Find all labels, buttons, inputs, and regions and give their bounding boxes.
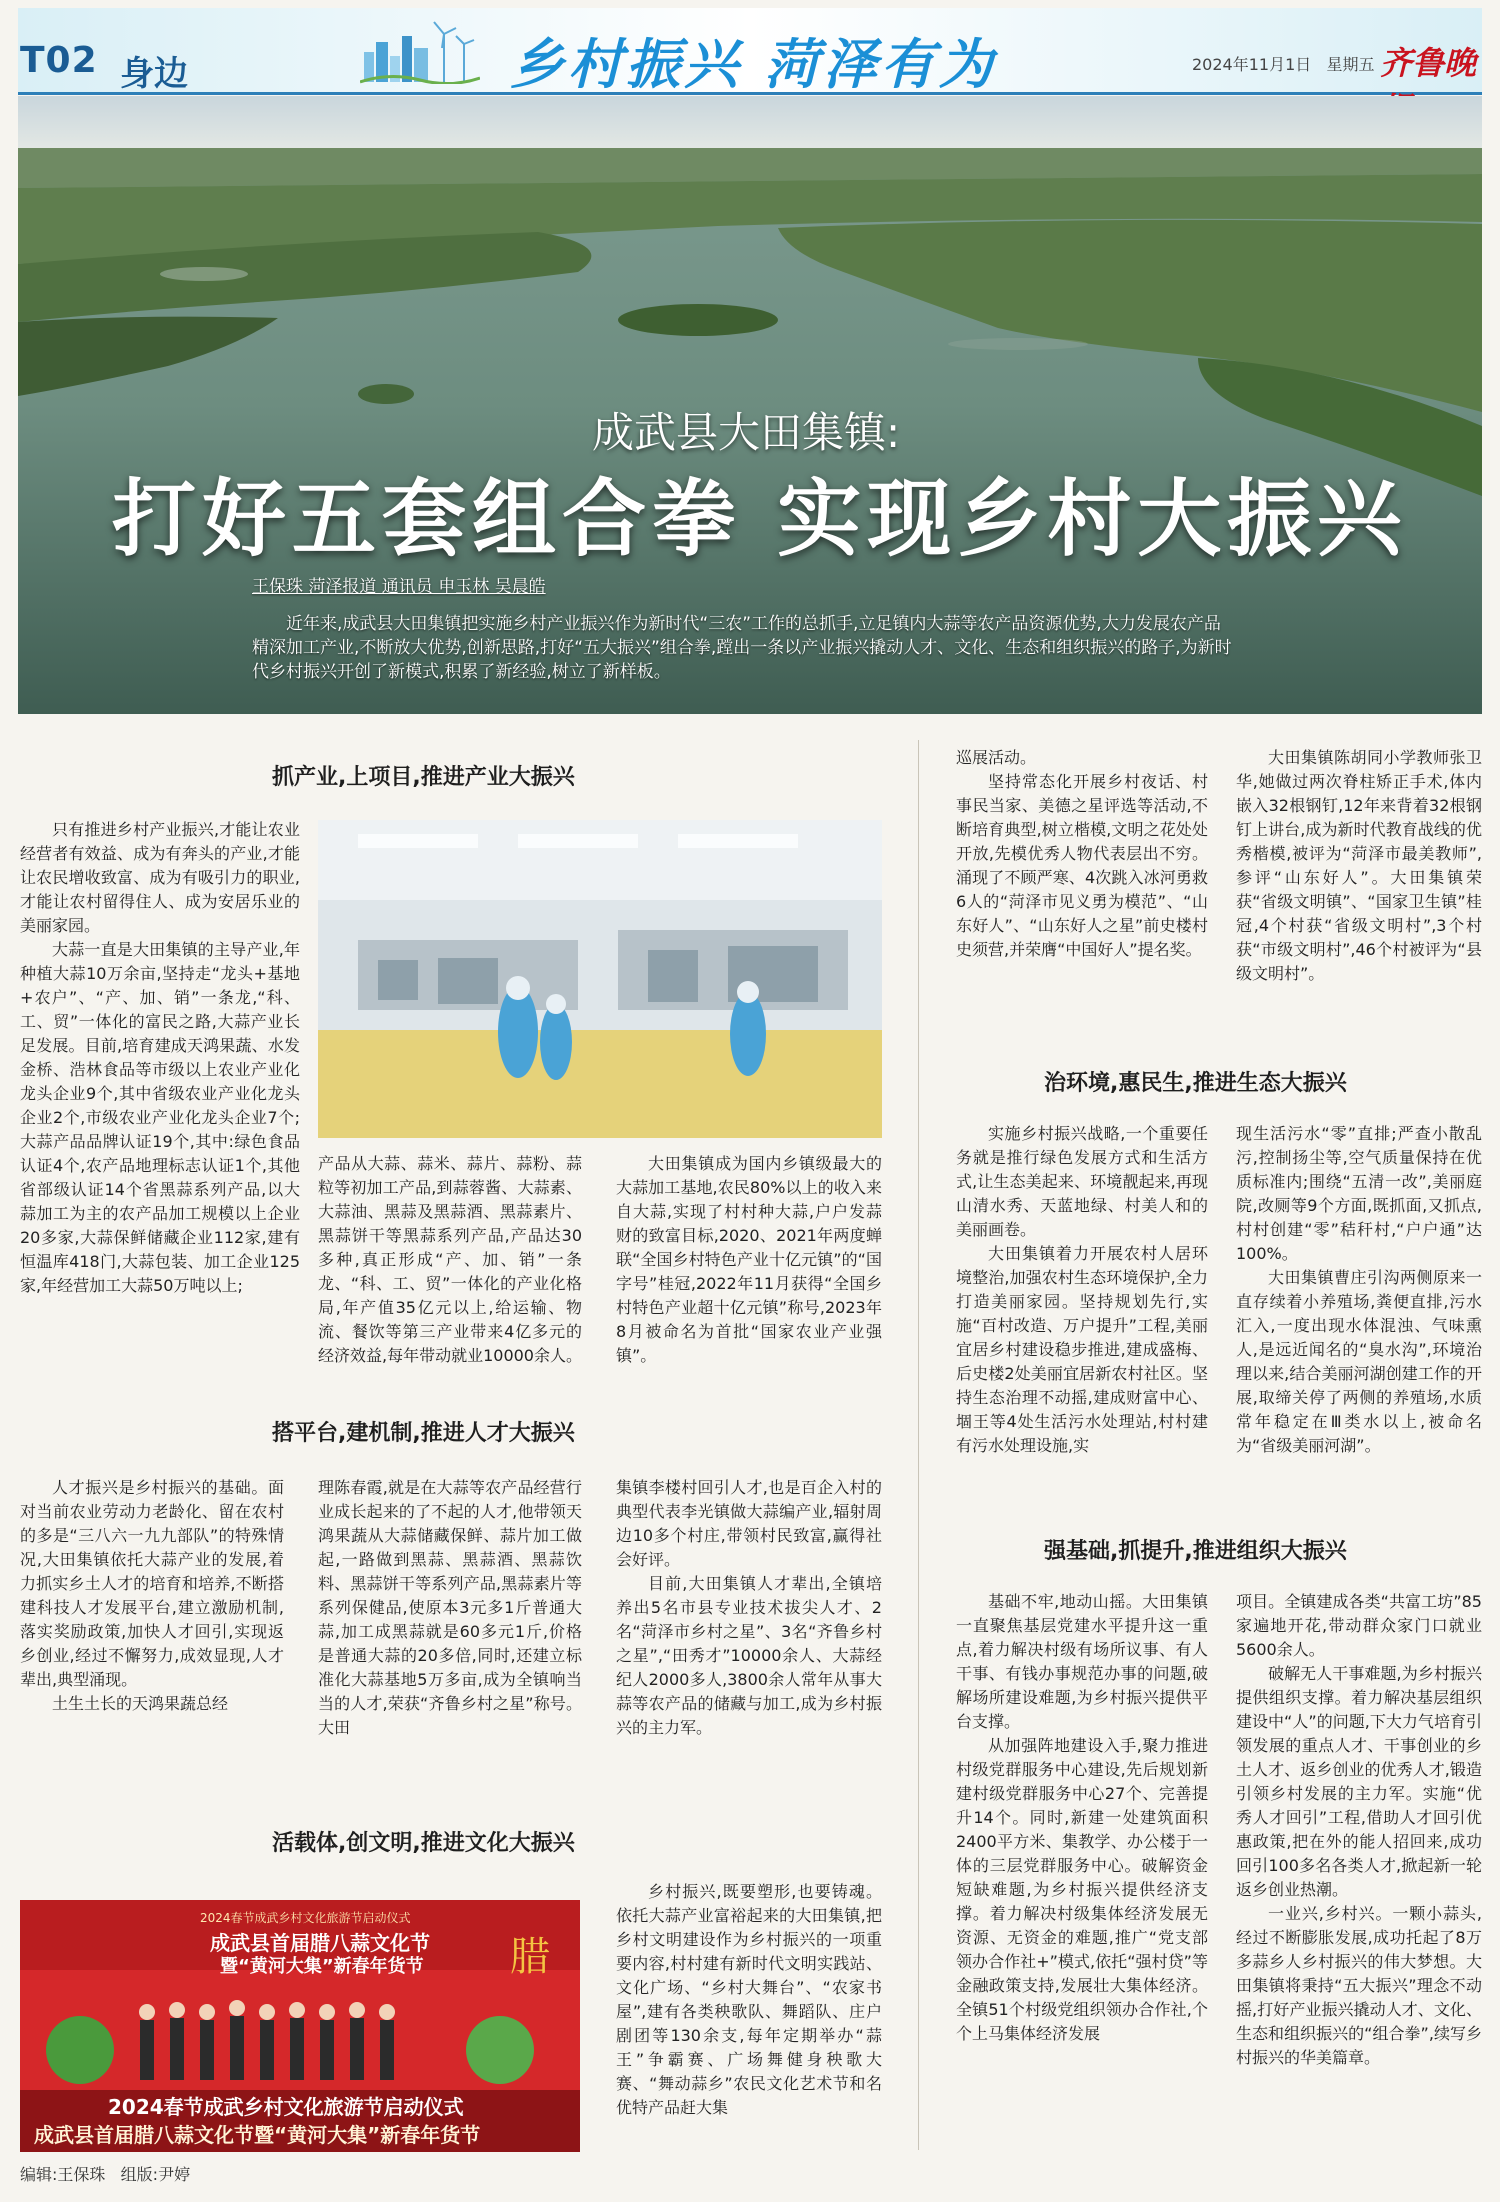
column-industry-2: 产品从大蒜、蒜米、蒜片、蒜粉、蒜粒等初加工产品,到蒜蓉酱、大蒜素、大蒜油、黑蒜及黑蒜酒、黑蒜素片、黑蒜饼干等黑蒜系列产品,产品达30多种,真正形成“产、加、销”一条龙、“科、工、贸”一体化的产业化格局,年产值35亿元以上,给运输、物流、餐饮等第三产业带来4亿多元的经济效益,每年带动就业10000余人。 (318, 1154, 582, 1365)
section-heading-ecology: 治环境,惠民生,推进生态大振兴 (1044, 1071, 1347, 1096)
column-organization-2: 项目。全镇建成各类“共富工坊”85家遍地开花,带动群众家门口就业5600余人。 破解无人干事难题,为乡村振兴提供组织支撑。着力解决基层组织建设中“人”的问题,下大力气培育引领发展的重点人才、干事创业的乡土人才、返乡创业的优秀人才,锻造引领乡村发展的主力军。实施“优秀人才回引”工程,借助人才回引优惠政策,把在外的能人招回来,成功回引100多名各类人才,掀起新一轮返乡创业热潮。 一业兴,乡村兴。一颗小蒜头,经过不断膨胀发展,成功托起了8万多蒜乡人乡村振兴的伟大梦想。大田集镇将秉持“五大振兴”理念不动摇,打好产业振兴撬动人才、文化、生态和组织振兴的“组合拳”,续写乡村振兴的华美篇章。 (1236, 1592, 1482, 2067)
newspaper-logo: 齐鲁晚 (1380, 44, 1477, 82)
factory-photo (318, 820, 882, 1138)
column-organization-1: 基础不牢,地动山摇。大田集镇一直聚焦基层党建水平提升这一重点,着力解决村级有场所议事、有人干事、有钱办事规范办事的问题,破解场所建设难题,为乡村振兴提供平台支撑。 从加强阵地建设入手,聚力推进村级党群服务中心建设,先后规划新建村级党群服务中心27个、完善提升14个。同时,新建一处建筑面积2400平方米、集教学、办公楼于一体的三层党群服务中心。破解资金短缺难题,为乡村振兴提供经济支撑。着力解决村级集体经济发展无资源、无资金的难题,推广“党支部领办合作社+”模式,依托“强村贷”等金融政策支持,发展壮大集体经济。全镇51个村级党组织领办合作社,个个上马集体经济发展 (956, 1592, 1208, 2043)
column-culture-3: 大田集镇陈胡同小学教师张卫华,她做过两次脊柱矫正手术,体内嵌入32根钢钉,12年来背着32根钢钉上讲台,成为新时代教育战线的优秀楷模,被评为“菏泽市最美教师”,参评“山东好人”。大田集镇荣获“省级文明镇”、“国家卫生镇”桂冠,4个村获“省级文明村”,3个村获“市级文明村”,46个村被评为“县级文明村”。 (1236, 748, 1482, 983)
city-skyline-icon (360, 14, 480, 84)
festival-banner-main1: 成武县首届腊八蒜文化节 (210, 1931, 430, 1955)
column-ecology-2: 现生活污水“零”直排;严查小散乱污,控制扬尘等,空气质量保持在优质标准内;围绕“五清一改”,美丽庭院,改厕等9个方面,既抓面,又抓点,村村创建“零”秸秆村,“户户通”达100%。 大田集镇曹庄引沟两侧原来一直存续着小养殖场,粪便直排,污水汇入,一度出现水体混浊、气味熏人,是远近闻名的“臭水沟”,环境治理以来,结合美丽河湖创建工作的开展,取缔关停了两侧的养殖场,水质常年稳定在Ⅲ类水以上,被命名为“省级美丽河湖”。 (1236, 1124, 1482, 1455)
article-headline: 打好五套组合拳 实现乡村大振兴 (112, 469, 1408, 568)
section-heading-organization: 强基础,抓提升,推进组织大振兴 (1044, 1539, 1347, 1564)
festival-banner-top: 2024春节成武乡村文化旅游节启动仪式 (200, 1911, 411, 1925)
column-talent-1: 人才振兴是乡村振兴的基础。面对当前农业劳动力老龄化、留在农村的多是“三八六一九九部队”的特殊情况,大田集镇依托大蒜产业的发展,着力抓实乡土人才的培育和培养,不断搭建科技人才发展平台,建立激励机制,落实奖励政策,加快人才回引,实现返乡创业,经过不懈努力,成效显现,人才辈出,典型涌现。 土生土长的天鸿果蔬总经 (20, 1478, 284, 1713)
festival-caption-2: 成武县首届腊八蒜文化节暨“黄河大集”新春年货节 (34, 2123, 481, 2147)
column-banner: 乡村振兴 菏泽有为 (510, 33, 997, 96)
column-culture-1: 乡村振兴,既要塑形,也要铸魂。依托大蒜产业富裕起来的大田集镇,把乡村文明建设作为乡村振兴的一项重要内容,村村建有新时代文明实践站、文化广场、“乡村大舞台”、“农家书屋”,建有各类秧歌队、舞蹈队、庄户剧团等130余支,每年定期举办“蒜王”争霸赛、广场舞健身秧歌大赛、“舞动蒜乡”农民文化艺术节和名优特产品赶大集 (616, 1882, 882, 2117)
column-culture-2: 巡展活动。 坚持常态化开展乡村夜话、村事民当家、美德之星评选等活动,不断培育典型,树立楷模,文明之花处处开放,先模优秀人物代表层出不穷。涌现了不顾严寒、4次跳入冰河勇救6人的“菏泽市见义勇为模范”、“山东好人”、“山东好人之星”前史楼村史须营,并荣膺“中国好人”提名奖。 (956, 748, 1208, 959)
page-number: T02 (20, 40, 98, 81)
festival-photo (20, 1900, 580, 2152)
section-name: 身边 (120, 54, 188, 94)
column-ecology-1: 实施乡村振兴战略,一个重要任务就是推行绿色发展方式和生活方式,让生态美起来、环境靓起来,再现山清水秀、天蓝地绿、村美人和的美丽画卷。 大田集镇着力开展农村人居环境整治,加强农村生态环境保护,全力打造美丽家园。坚持规划先行,实施“百村改造、万户提升”工程,美丽宜居乡村建设稳步推进,建成盛梅、后史楼2处美丽宜居新农村社区。坚持生态治理不动摇,建成财富中心、堌王等4处生活污水处理站,村村建有污水处理设施,实 (956, 1124, 1208, 1455)
column-talent-3: 集镇李楼村回引人才,也是百企入村的典型代表李光镇做大蒜编产业,辐射周边10多个村庄,带领村民致富,赢得社会好评。 目前,大田集镇人才辈出,全镇培养出5名市县专业技术拔尖人才、2名“菏泽市乡村之星”、3名“齐鲁乡村之星”,“田秀才”10000余人、大蒜经纪人2000多人,3800余人常年从事大蒜等农产品的储藏与加工,成为乡村振兴的主力军。 (616, 1478, 882, 1737)
column-talent-2: 理陈春霞,就是在大蒜等农产品经营行业成长起来的了不起的人才,他带领天鸿果蔬从大蒜储藏保鲜、蒜片加工做起,一路做到黑蒜、黑蒜酒、黑蒜饮料、黑蒜饼干等系列产品,黑蒜素片等系列保健品,使原本3元多1斤普通大蒜,加工成黑蒜就是60多元1斤,价格是普通大蒜的20多倍,同时,还建立标准化大蒜基地5万多亩,成为全镇响当当的人才,荣获“齐鲁乡村之星”称号。大田 (318, 1478, 582, 1737)
section-heading-culture: 活载体,创文明,推进文化大振兴 (272, 1831, 575, 1856)
section-heading-talent: 搭平台,建机制,推进人才大振兴 (272, 1421, 575, 1446)
column-industry-3: 大田集镇成为国内乡镇级最大的大蒜加工基地,农民80%以上的收入来自大蒜,实现了村村种大蒜,户户发蒜财的致富目标,2020、2021年两度蝉联“全国乡村特色产业十亿元镇”的“国字号”桂冠,2022年11月获得“全国乡村特色产业超十亿元镇”称号,2023年8月被命名为首批“国家农业产业强镇”。 (616, 1154, 882, 1365)
article-lead: 近年来,成武县大田集镇把实施乡村产业振兴作为新时代“三农”工作的总抓手,立足镇内大蒜等农产品资源优势,大力发展农产品精深加工产业,不断放大优势,创新思路,打好“五大振兴”组合拳,蹚出一条以产业振兴撬动人才、文化、生态和组织振兴的路子,为新时代乡村振兴开创了新模式,积累了新经验,树立了新样板。 (252, 614, 1232, 682)
column-divider (918, 740, 919, 2150)
column-industry-1: 只有推进乡村产业振兴,才能让农业经营者有效益、成为有奔头的产业,才能让农民增收致富、成为有吸引力的职业,才能让农村留得住人、成为安居乐业的美丽家园。 大蒜一直是大田集镇的主导产业,年种植大蒜10万余亩,坚持走“龙头+基地+农户”、“产、加、销”一条龙,“科、工、贸”一体化的富民之路,大蒜产业长足发展。目前,培育建成天鸿果蔬、水发金桥、浩林食品等市级以上农业产业化龙头企业9个,其中省级农业产业化龙头企业2个,市级农业产业化龙头企业7个;大蒜产品品牌认证19个,其中:绿色食品认证4个,农产品地理标志认证1个,其他省部级认证14个省黑蒜系列产品,以大蒜加工为主的农产品加工规模以上企业20多家,大蒜保鲜储藏企业112家,建有恒温库418门,大蒜包装、加工企业125家,年经营加工大蒜50万吨以上; (20, 820, 300, 1295)
article-subhead: 成武县大田集镇: (592, 408, 901, 457)
article-byline: 王保珠 菏泽报道 通讯员 申玉林 吴晨皓 (252, 577, 546, 597)
festival-caption-1: 2024春节成武乡村文化旅游节启动仪式 (108, 2095, 464, 2119)
festival-banner-main2: 暨“黄河大集”新春年货节 (220, 1956, 424, 1977)
festival-char: 腊 (510, 1934, 550, 1980)
section-heading-industry: 抓产业,上项目,推进产业大振兴 (272, 765, 575, 790)
issue-date: 2024年11月1日 星期五 (1192, 55, 1375, 74)
footer-credits: 编辑:王保珠 组版:尹婷 (20, 2165, 191, 2184)
